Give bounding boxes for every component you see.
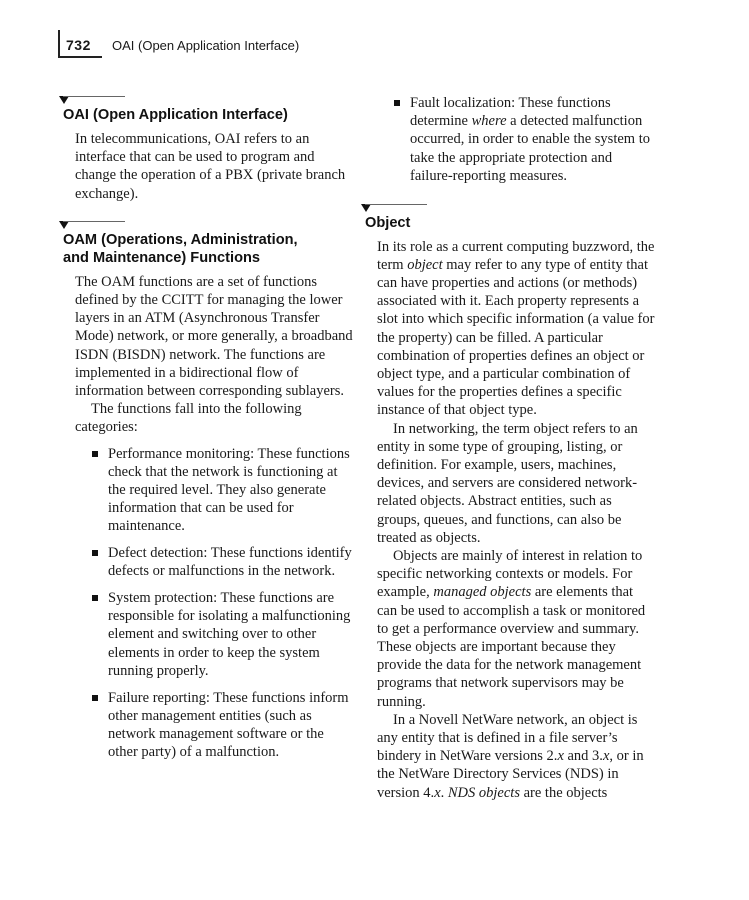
bullet-list-continued [365, 94, 655, 185]
entry-paragraph: Objects are mainly of interest in relation to specific networking contexts or models. For example, managed objects are elements that can be used to accomplish a task or monitored to get a performance overview and summary. These objects are important because they provide the data for the network management programs that network supervisors may be running. [377, 547, 646, 710]
list-item [63, 589, 353, 680]
entry-title: Object [365, 214, 411, 231]
header-rule-vertical [58, 30, 60, 58]
entry-paragraph: The functions fall into the following categories: [75, 401, 302, 436]
entry-paragraph: In a Novell NetWare network, an object is any entity that is defined in a file server’s bindery in NetWare versions 2.x and 3.x, or in the NetWare Directory Services (NDS) in version 4.x. NDS objects are the objects [377, 711, 644, 801]
list-item-text: Defect detection: These functions identify defects or malfunctions in the network. [108, 545, 352, 580]
triangle-marker-icon [59, 221, 69, 229]
entry-paragraph: In networking, the term object refers to an entity in some type of grouping, listing, or definition. For example, users, machines, devices, and servers are considered network-related objects. Abstract entities, such as groups, queues, and functions, can also be treated as objects. [377, 420, 638, 546]
entry-title [63, 231, 353, 267]
bullet-square-icon [92, 550, 98, 556]
running-head-title: OAI (Open Application Interface) [112, 38, 300, 53]
list-item-text: System protection: These functions are responsible for isolating a malfunctioning element and switching over to other elements in order to keep the system running properly. [108, 590, 351, 679]
entry-marker [365, 202, 655, 214]
bullet-square-icon [394, 100, 400, 106]
entry-marker [63, 219, 353, 231]
entry-body: In telecommunications, OAI refers to an interface that can be used to program and change the operation of a PBX (private branch exchange). [75, 131, 346, 202]
list-item-text: Failure reporting: These functions inform other management entities (such as network management software or the other party) of a malfunction. [108, 689, 349, 761]
list-item [365, 94, 655, 185]
list-item [63, 445, 353, 536]
entry-paragraph: In its role as a current computing buzzword, the term object may refer to any type of entity that can have properties and actions (or methods) associated with it. Each property represents a slot into which specific information (a value for the property) can be filled. A particular combination of properties defines an object or object type, and a particular combination of values for the properties defines a specific instance of that object type. [377, 238, 655, 419]
triangle-marker-icon [361, 204, 371, 212]
list-item [63, 544, 353, 580]
bullet-square-icon [92, 451, 98, 457]
entry-title-line1: OAM (Operations, Administration, [63, 231, 298, 248]
bullet-list [63, 445, 353, 762]
left-column [63, 94, 353, 770]
list-item-text: Performance monitoring: These functions check that the network is functioning at the required level. They also generate information that can be used for maintenance. [108, 445, 350, 535]
bullet-square-icon [92, 595, 98, 601]
entry-title: OAI (Open Application Interface) [63, 107, 288, 123]
entry-oam [63, 219, 353, 762]
entry-object [365, 202, 655, 802]
list-item [63, 689, 353, 762]
entry-marker [63, 94, 353, 106]
entry-rule [63, 96, 125, 97]
bullet-square-icon [92, 695, 98, 701]
entry-rule [365, 204, 427, 205]
list-item-text: Fault localization: These functions determine where a detected malfunction occurred, in order to enable the system to take the appropriate protection and failure-reporting measures. [410, 95, 650, 184]
right-column [365, 94, 655, 802]
entry-rule [63, 221, 125, 222]
entry-paragraph: The OAM functions are a set of functions defined by the CCITT for managing the lower layers in an ATM (Asynchronous Transfer Mode) network, or more generally, a broadband ISDN (BISDN) network. The functions are implemented in a bidirectional flow of information between corresponding sublayers. [75, 273, 353, 400]
triangle-marker-icon [59, 96, 69, 104]
header-rule-horizontal [58, 56, 102, 58]
page-number: 732 [66, 37, 91, 53]
entry-title-line2: and Maintenance) Functions [63, 249, 261, 266]
entry-oai [63, 94, 353, 203]
